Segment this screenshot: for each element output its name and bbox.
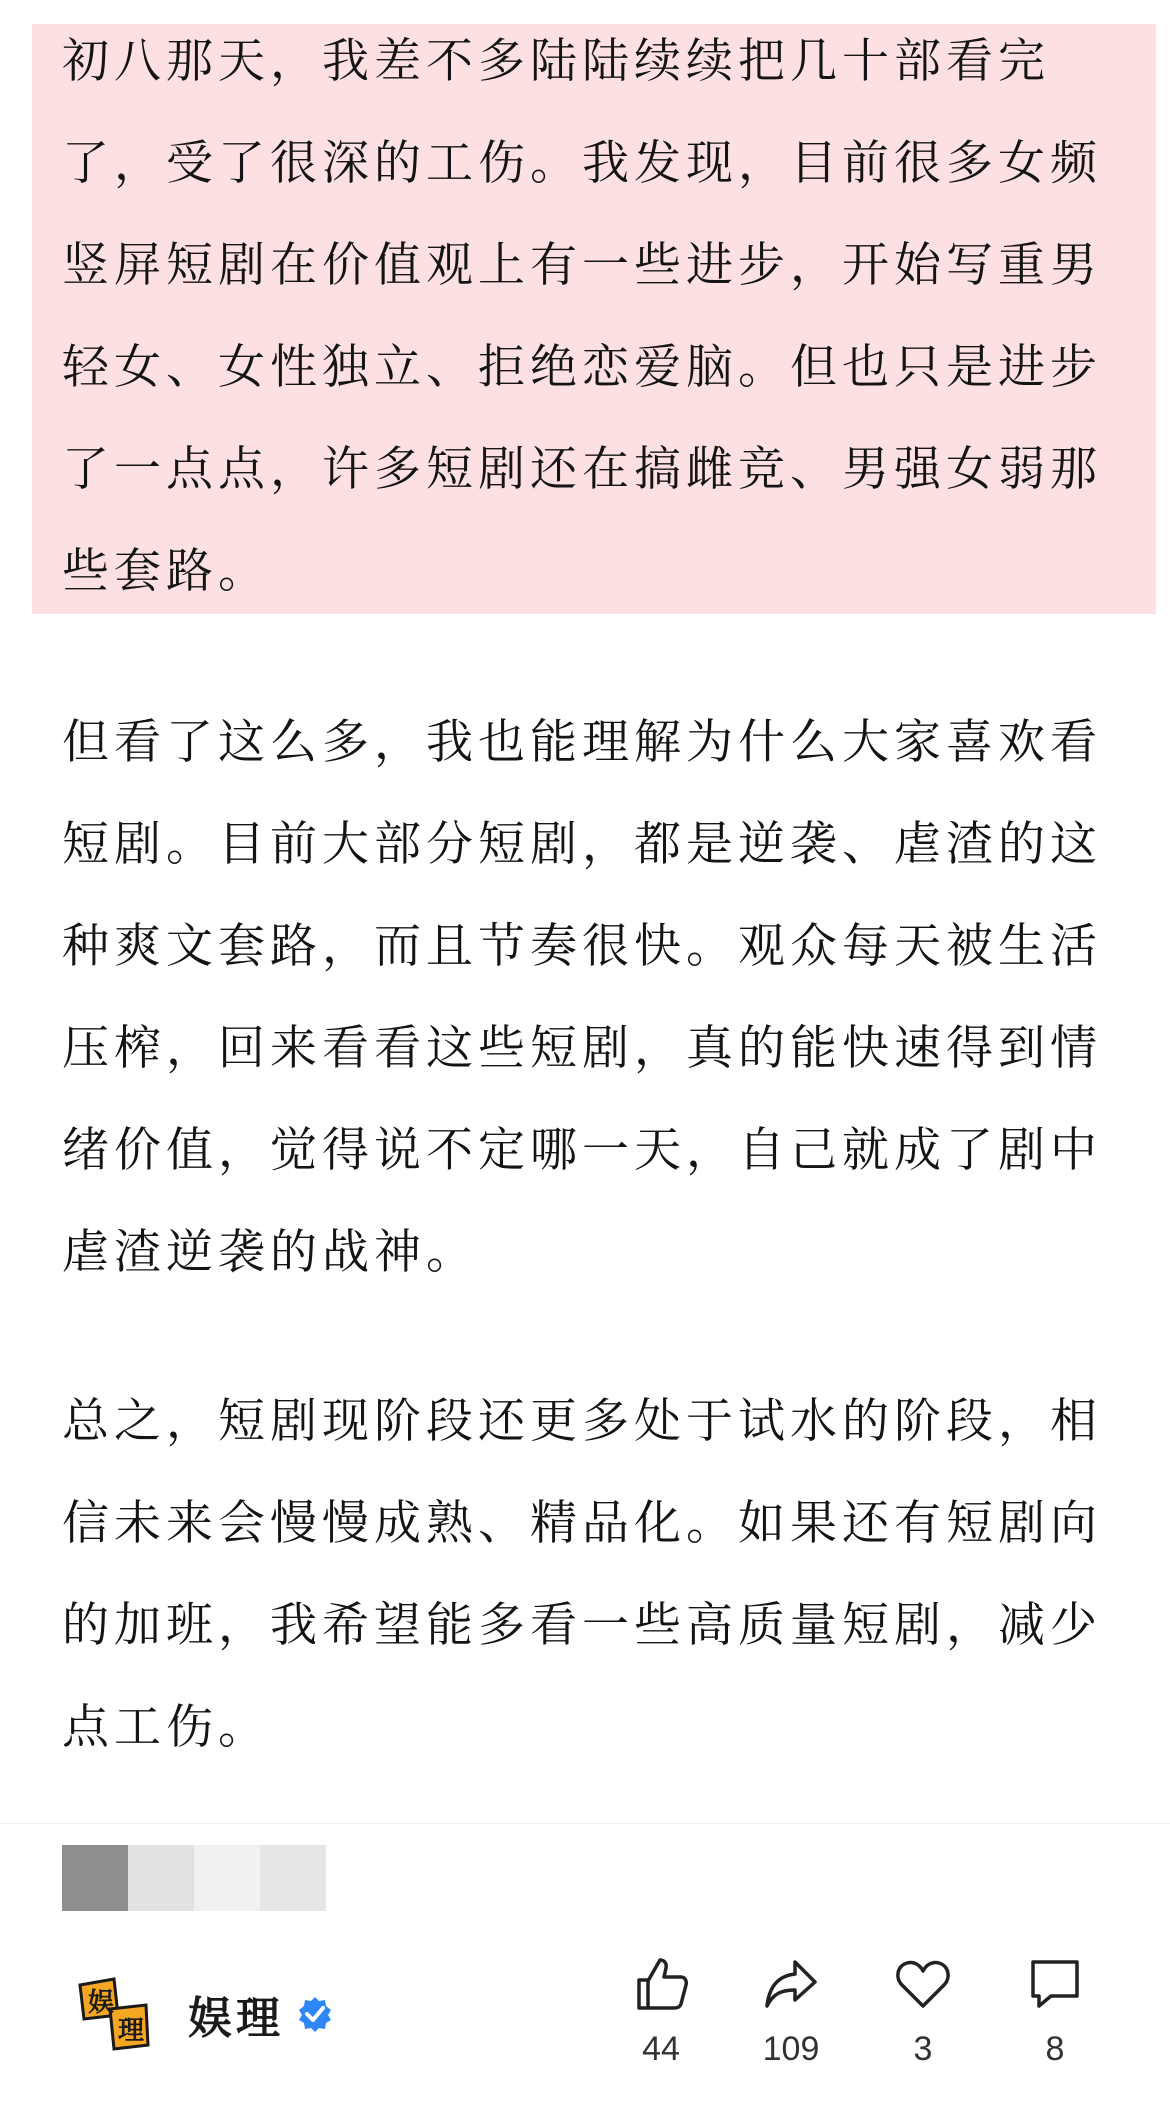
like-button[interactable]	[606, 1954, 716, 2069]
comment-count: 8	[1045, 2030, 1065, 2068]
avatar-char: 娱	[88, 1988, 115, 2018]
paragraph-line: 初八那天，我差不多陆陆续续把几十部看完	[62, 34, 1050, 89]
paragraph-line: 但看了这么多，我也能理解为什么大家喜欢看	[62, 715, 1102, 770]
paragraph-line: 的加班，我希望能多看一些高质量短剧，减少	[62, 1598, 1102, 1653]
paragraph-line: 压榨，回来看看这些短剧，真的能快速得到情	[62, 1021, 1102, 1076]
like-count: 44	[642, 2030, 680, 2068]
paragraph-line: 些套路。	[62, 544, 270, 599]
paragraph-line: 竖屏短剧在价值观上有一些进步，开始写重男	[62, 238, 1102, 293]
paragraph-line: 点工伤。	[62, 1700, 270, 1755]
author-name[interactable]: 娱理	[188, 1993, 284, 2044]
share-count: 109	[762, 2030, 820, 2068]
image-thumbnail[interactable]	[62, 1845, 128, 1911]
share-button[interactable]	[736, 1954, 846, 2069]
paragraph-line: 信未来会慢慢成熟、精品化。如果还有短剧向	[62, 1496, 1102, 1551]
paragraph-3	[62, 1371, 1122, 1779]
comment-bubble-icon	[1025, 1954, 1085, 2014]
image-thumbnail[interactable]	[260, 1845, 326, 1911]
paragraph-2	[62, 692, 1122, 1304]
share-arrow-icon	[761, 1954, 821, 2014]
image-thumbnail[interactable]	[194, 1845, 260, 1911]
image-thumbnail-strip[interactable]	[62, 1845, 326, 1911]
heart-icon	[893, 1954, 953, 2014]
favorite-count: 3	[913, 2030, 933, 2068]
paragraph-line: 了一点点，许多短剧还在搞雌竞、男强女弱那	[62, 442, 1102, 497]
paragraph-line: 了，受了很深的工伤。我发现，目前很多女频	[62, 136, 1102, 191]
paragraph-line: 种爽文套路，而且节奏很快。观众每天被生活	[62, 919, 1102, 974]
highlighted-paragraph	[62, 11, 1122, 623]
paragraph-line: 绪价值，觉得说不定哪一天，自己就成了剧中	[62, 1123, 1102, 1178]
section-divider	[0, 1823, 1170, 1824]
action-bar	[0, 1954, 1170, 2074]
thumbs-up-icon	[631, 1954, 691, 2014]
favorite-button[interactable]	[868, 1954, 978, 2069]
paragraph-line: 轻女、女性独立、拒绝恋爱脑。但也只是进步	[62, 340, 1102, 395]
paragraph-line: 虐渣逆袭的战神。	[62, 1225, 478, 1280]
paragraph-line: 总之，短剧现阶段还更多处于试水的阶段，相	[62, 1394, 1102, 1449]
comment-button[interactable]	[1000, 1954, 1110, 2069]
paragraph-line: 短剧。目前大部分短剧，都是逆袭、虐渣的这	[62, 817, 1102, 872]
avatar-char: 理	[118, 2016, 145, 2046]
image-thumbnail[interactable]	[128, 1845, 194, 1911]
